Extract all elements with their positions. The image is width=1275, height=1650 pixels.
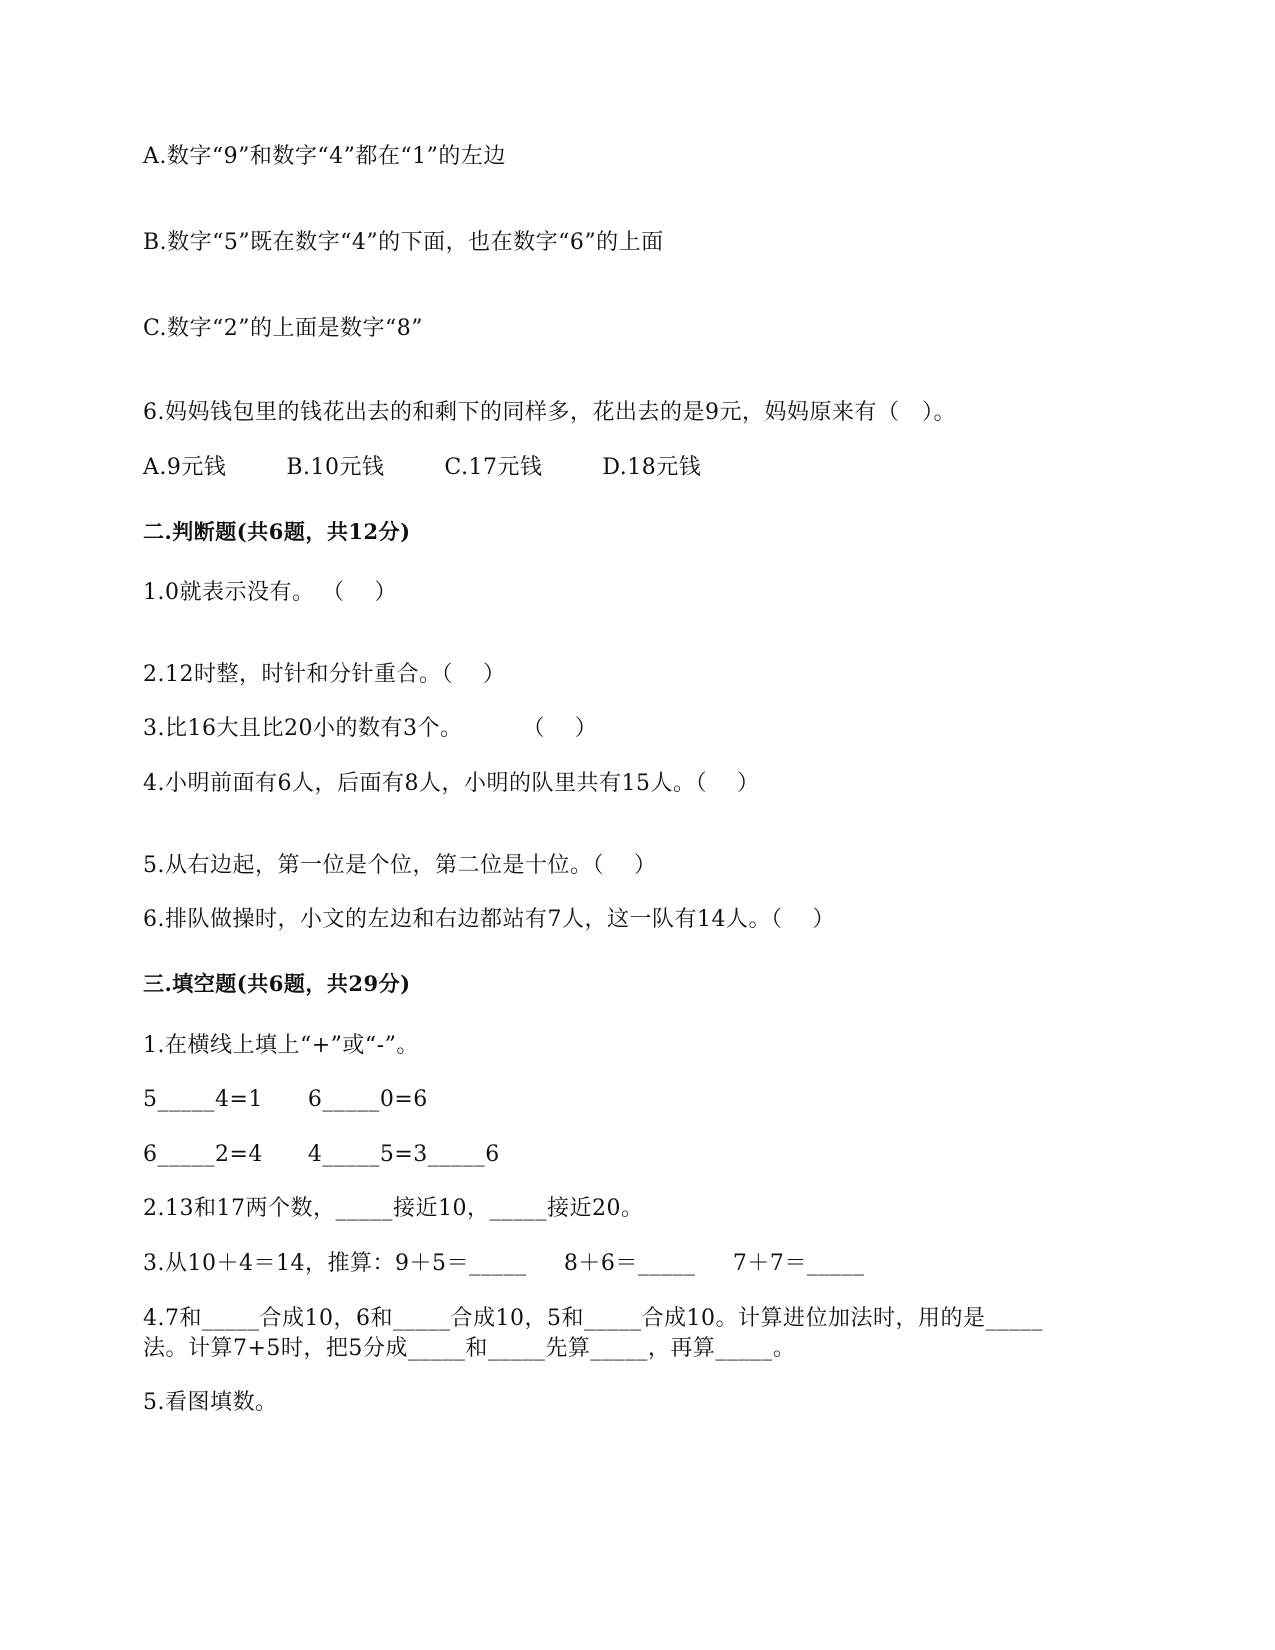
question-6-text: 6.妈妈钱包里的钱花出去的和剩下的同样多，花出去的是9元，妈妈原来有（ ）。: [143, 400, 956, 425]
judgement-item-4: 4.小明前面有6人，后面有8人，小明的队里共有15人。（ ）: [143, 771, 760, 796]
fill-question-5: 5.看图填数。: [143, 1390, 278, 1415]
section-2-heading: 二.判断题(共6题，共12分): [143, 519, 411, 544]
fill-question-1-row-1: 5_____4=1 6_____0=6: [143, 1087, 428, 1112]
judgement-item-6: 6.排队做操时，小文的左边和右边都站有7人，这一队有14人。（ ）: [143, 907, 835, 932]
judgement-item-3: 3.比16大且比20小的数有3个。 （ ）: [143, 716, 598, 741]
judgement-item-5: 5.从右边起，第一位是个位，第二位是十位。（ ）: [143, 853, 657, 878]
fill-question-3: 3.从10＋4＝14，推算：9＋5＝_____ 8＋6＝_____ 7＋7＝_____: [143, 1251, 865, 1276]
section-3-heading: 三.填空题(共6题，共29分): [143, 971, 411, 996]
fill-question-1-text: 1.在横线上填上“+”或“-”。: [143, 1033, 419, 1058]
question-6-options: A.9元钱 B.10元钱 C.17元钱 D.18元钱: [143, 455, 702, 480]
fill-question-1-row-2: 6_____2=4 4_____5=3_____6: [143, 1142, 500, 1167]
fill-question-2: 2.13和17两个数，_____接近10，_____接近20。: [143, 1196, 644, 1221]
fill-question-4-line-2: 法。计算7+5时，把5分成_____和_____先算_____，再算_____。: [143, 1336, 796, 1361]
judgement-item-1: 1.0就表示没有。 （ ）: [143, 580, 397, 605]
fill-question-4-line-1: 4.7和_____合成10，6和_____合成10，5和_____合成10。计算进位加法时，用的是_____: [143, 1306, 1043, 1331]
question-5-option-b: B.数字“5”既在数字“4”的下面，也在数字“6”的上面: [143, 230, 664, 255]
judgement-item-2: 2.12时整，时针和分针重合。（ ）: [143, 662, 506, 687]
question-5-option-a: A.数字“9”和数字“4”都在“1”的左边: [143, 144, 506, 169]
question-5-option-c: C.数字“2”的上面是数字“8”: [143, 316, 424, 341]
